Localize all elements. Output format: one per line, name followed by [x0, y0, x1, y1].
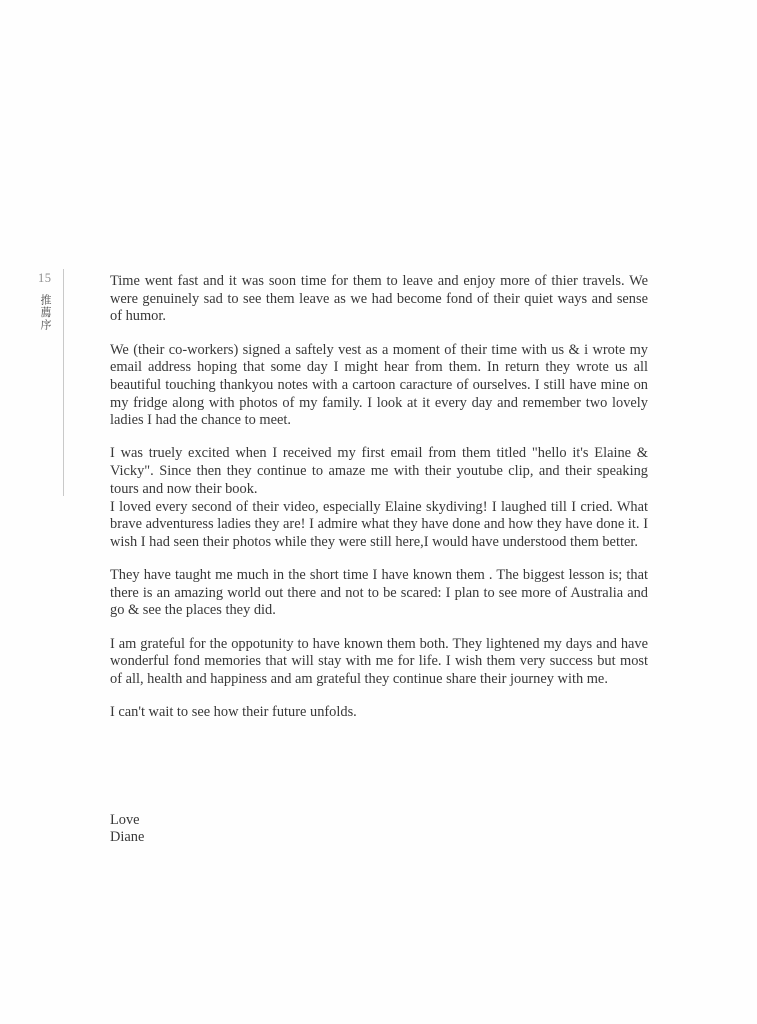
letter-closing	[110, 812, 648, 847]
letter-paragraph: I loved every second of their video, especially Elaine skydiving! I laughed till I cried. What brave adventuress ladies they are! I admire what they have done and how they have done it. I wish I had seen their photos while they were still here,I would have understood them better.	[110, 498, 648, 550]
letter-paragraph: I can't wait to see how their future unfolds.	[110, 704, 357, 721]
letter-paragraph: They have taught me much in the short time I have known them . The biggest lesson is; that there is an amazing world out there and not to be scared: I plan to see more of Australia and go & see the places they did.	[110, 567, 648, 619]
closing-signature-name: Diane	[110, 829, 145, 846]
letter-paragraph: I was truely excited when I received my first email from them titled "hello it's Elaine & Vicky". Since then they continue to amaze me with their youtube clip, and their speaking tours and now their book.	[110, 445, 648, 497]
page-number: 15	[38, 271, 52, 285]
letter-paragraph: We (their co-workers) signed a saftely vest as a moment of their time with us & i wrote my email address hoping that some day I might hear from them. In return they wrote us all beautiful touching thankyou notes with a cartoon caracture of ourselves. I still have mine on my fridge along with photos of my family. I look at it every day and remember two lovely ladies I had the chance to meet.	[110, 341, 648, 429]
letter-paragraph: Time went fast and it was soon time for them to leave and enjoy more of thier travels. We were genuinely sad to see them leave as we had become fond of their quiet ways and sense of humor.	[110, 273, 648, 325]
margin-divider-line	[63, 269, 64, 496]
chapter-margin-label-vertical: 推薦序	[39, 294, 51, 332]
letter-body	[110, 273, 648, 847]
closing-salutation: Love	[110, 811, 140, 828]
letter-paragraph: I am grateful for the oppotunity to have known them both. They lightened my days and have wonderful fond memories that will stay with me for life. I wish them very success but most of all, health and happiness and am grateful they continue share their journey with me.	[110, 635, 648, 687]
